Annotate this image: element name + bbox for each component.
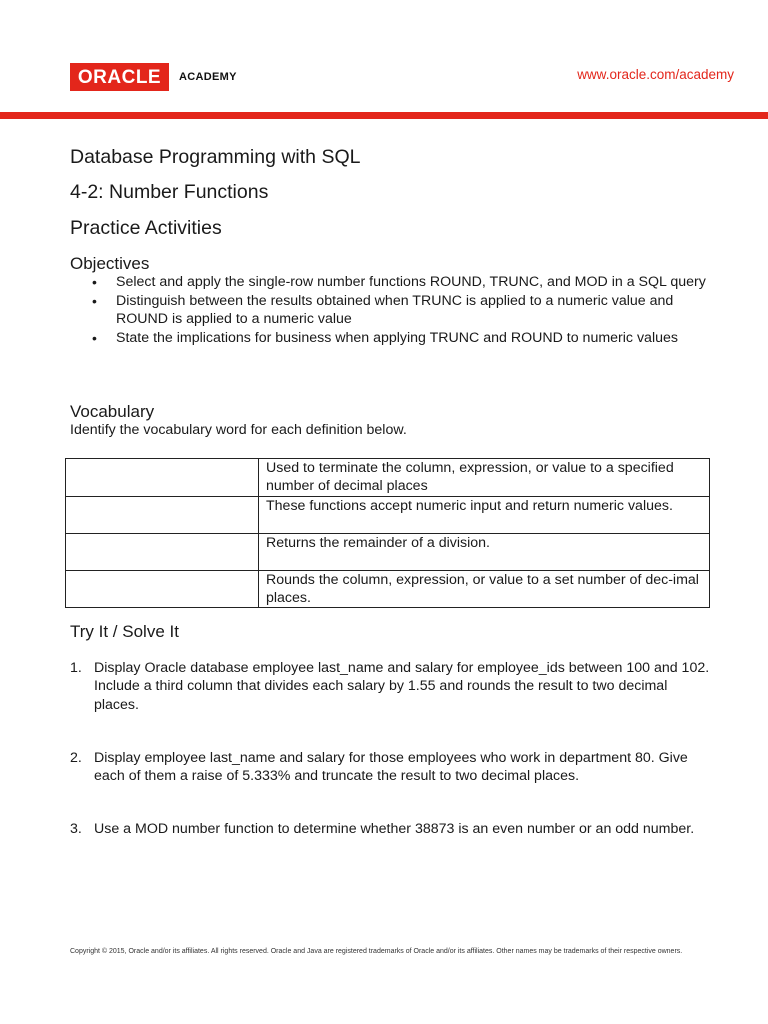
objectives-list	[70, 273, 710, 348]
activity-title: Practice Activities	[70, 217, 222, 239]
lesson-title: 4-2: Number Functions	[70, 181, 269, 203]
vocab-term-cell[interactable]	[66, 497, 259, 534]
task-item	[70, 659, 710, 714]
bullet-icon: •	[92, 274, 97, 290]
vocabulary-table	[65, 458, 710, 608]
vocabulary-instruction: Identify the vocabulary word for each definition below.	[70, 422, 407, 438]
copyright-footer: Copyright © 2015, Oracle and/or its affiliates. All rights reserved. Oracle and Java are registered trademarks of Oracle and/or its affiliates. Other names may be trademarks of their respective owners.	[70, 948, 683, 955]
vocab-term-cell[interactable]	[66, 459, 259, 497]
task-number: 2.	[70, 750, 82, 766]
task-text: Display Oracle database employee last_name and salary for employee_ids between 100 and 102. Include a third column that divides each salary by 1.55 and rounds the result to two decimal places.	[94, 660, 710, 713]
bullet-icon: •	[92, 330, 97, 346]
bullet-icon: •	[92, 293, 97, 309]
try-it-heading: Try It / Solve It	[70, 622, 179, 641]
table-row	[66, 534, 710, 571]
vocab-definition-cell: Rounds the column, expression, or value to a set number of dec-imal places.	[259, 571, 710, 608]
objectives-heading: Objectives	[70, 254, 150, 273]
task-item	[70, 749, 710, 786]
table-row	[66, 459, 710, 497]
oracle-logo-text: ORACLE	[77, 66, 162, 88]
task-number: 3.	[70, 821, 82, 837]
objective-text: State the implications for business when applying TRUNC and ROUND to numeric values	[116, 330, 678, 346]
objective-text: Select and apply the single-row number functions ROUND, TRUNC, and MOD in a SQL query	[116, 274, 706, 290]
objective-item	[70, 329, 710, 347]
course-title: Database Programming with SQL	[70, 146, 361, 168]
vocab-definition-cell: Used to terminate the column, expression, or value to a specified number of decimal places	[259, 459, 710, 497]
objective-item	[70, 273, 710, 291]
academy-label: ACADEMY	[179, 71, 237, 83]
page-header	[0, 0, 768, 112]
vocab-term-cell[interactable]	[66, 534, 259, 571]
oracle-academy-link[interactable]: www.oracle.com/academy	[577, 67, 734, 82]
vocab-definition-cell: Returns the remainder of a division.	[259, 534, 710, 571]
objective-text: Distinguish between the results obtained when TRUNC is applied to a numeric value and ROUND is applied to a numeric value	[116, 293, 674, 327]
task-text: Display employee last_name and salary for those employees who work in department 80. Give each of them a raise of 5.333% and truncate the result to two decimal places.	[94, 750, 688, 785]
task-text: Use a MOD number function to determine whether 38873 is an even number or an odd number.	[94, 821, 695, 837]
vocab-definition-cell: These functions accept numeric input and return numeric values.	[259, 497, 710, 534]
vocabulary-heading: Vocabulary	[70, 402, 155, 421]
task-number: 1.	[70, 660, 82, 676]
table-row	[66, 571, 710, 608]
task-item	[70, 820, 710, 838]
header-divider	[0, 112, 768, 119]
vocab-term-cell[interactable]	[66, 571, 259, 608]
table-row	[66, 497, 710, 534]
oracle-logo	[70, 63, 169, 91]
objective-item	[70, 292, 710, 328]
